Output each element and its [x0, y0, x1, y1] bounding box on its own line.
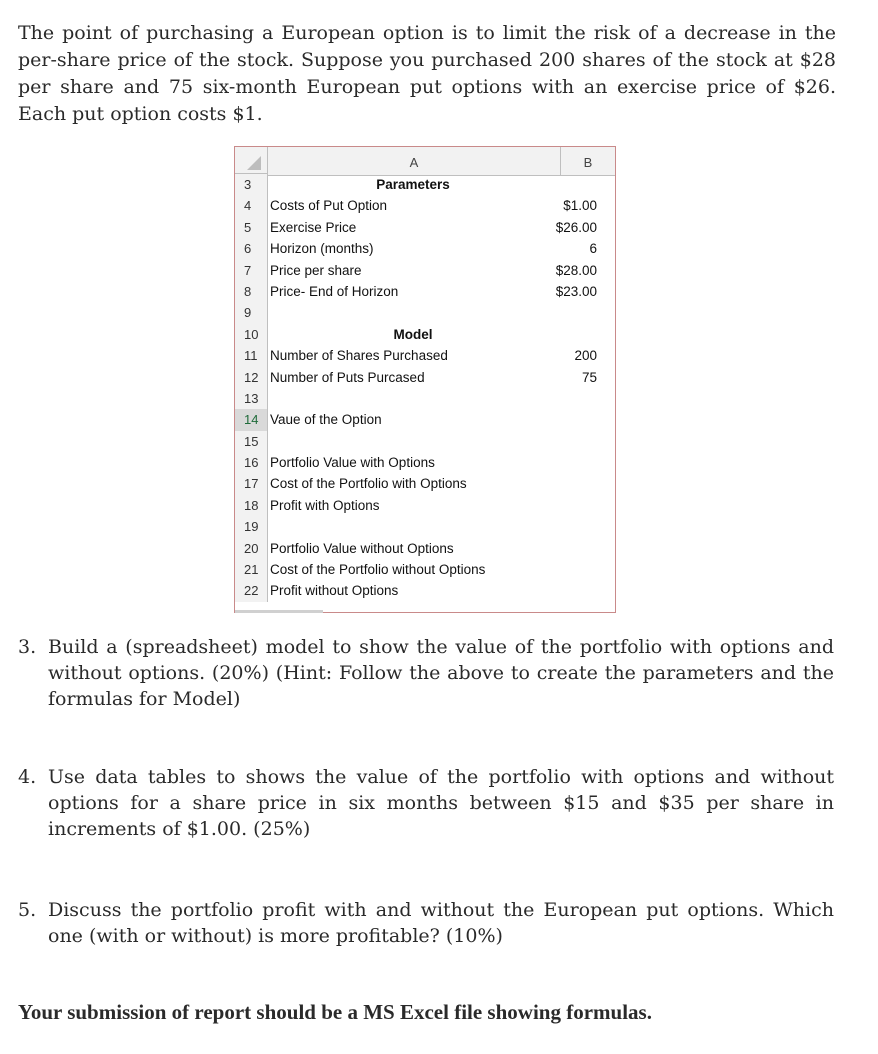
- sheet-row: [268, 452, 615, 473]
- value-cell: 75: [581, 369, 597, 385]
- row-number: 21: [244, 562, 259, 578]
- row-number: 14: [235, 409, 267, 430]
- question-3: [18, 634, 834, 712]
- row-number: 3: [244, 177, 252, 192]
- label-cell: Cost of the Portfolio with Options: [270, 476, 467, 492]
- label-cell: Portfolio Value with Options: [270, 455, 435, 471]
- question-number: 3.: [18, 636, 37, 658]
- label-cell: Price- End of Horizon: [270, 283, 399, 299]
- row-number: 4: [244, 198, 252, 214]
- value-cell: 6: [589, 241, 597, 257]
- row-number: 12: [244, 369, 259, 385]
- row-number: 18: [244, 497, 259, 513]
- row-number: 15: [244, 433, 259, 449]
- intro-paragraph: The point of purchasing a European option is to limit the risk of a decrease in the per-share price of the stock. Suppose you purchased 200 shares of the stock at $28 per share and 75 six-month European put options with an exercise price of $26. Each put option costs $1.: [18, 22, 836, 125]
- row-number: 16: [244, 455, 259, 471]
- label-cell: Number of Shares Purchased: [270, 348, 448, 364]
- row-number-column: [235, 174, 268, 602]
- row-number: 9: [244, 305, 252, 321]
- sheet-row: [268, 516, 615, 537]
- row-number: 6: [244, 241, 252, 257]
- sheet-row: [268, 388, 615, 409]
- question-number: 4.: [18, 766, 37, 788]
- question-text: Discuss the portfolio profit with and without the European put options. Which one (with or without) is more profitable? (10%): [48, 899, 834, 947]
- row-number: 20: [244, 540, 259, 556]
- label-cell: Costs of Put Option: [270, 198, 388, 214]
- sheet-row: [268, 495, 615, 516]
- sheet-row: [268, 174, 615, 195]
- section-header-cell: Parameters: [376, 177, 450, 192]
- question-text: Build a (spreadsheet) model to show the value of the portfolio with options and without options. (20%) (Hint: Follow the above to create the parameters and the formulas for Model): [48, 636, 834, 710]
- label-cell: Exercise Price: [270, 219, 357, 235]
- row-number: 8: [244, 283, 252, 299]
- sheet-row: [268, 473, 615, 494]
- row-number: 19: [244, 519, 259, 535]
- submission-note: Your submission of report should be a MS Excel file showing formulas.: [18, 1000, 652, 1024]
- label-cell: Portfolio Value without Options: [270, 540, 454, 556]
- label-cell: Profit without Options: [270, 583, 399, 599]
- value-cell: $28.00: [555, 262, 597, 278]
- sheet-bottom-edge: [235, 610, 323, 613]
- question-5: [18, 897, 834, 949]
- sheet-row: [268, 302, 615, 323]
- sheet-row: [268, 260, 615, 281]
- section-header-cell: Model: [393, 326, 433, 342]
- sheet-row: [268, 345, 615, 366]
- sheet-row: [268, 538, 615, 559]
- value-cell: $26.00: [555, 219, 597, 235]
- label-cell: Cost of the Portfolio without Options: [270, 562, 486, 578]
- row-number: 17: [244, 476, 259, 492]
- label-cell: Number of Puts Purcased: [270, 369, 425, 385]
- sheet-row: [268, 367, 615, 388]
- question-4: [18, 764, 834, 842]
- column-header-b: B: [561, 147, 615, 176]
- row-number: 22: [244, 583, 259, 599]
- sheet-row: [268, 217, 615, 238]
- spreadsheet-image: [234, 146, 616, 613]
- sheet-row: [268, 559, 615, 580]
- question-text: Use data tables to shows the value of the portfolio with options and without options for a share price in six months between $15 and $35 per share in increments of $1.00. (25%): [48, 766, 834, 840]
- row-number: 13: [244, 390, 259, 406]
- value-cell: $23.00: [555, 283, 597, 299]
- select-all-corner: [235, 147, 268, 174]
- row-number: 10: [244, 326, 259, 342]
- sheet-row: [268, 281, 615, 302]
- label-cell: Vaue of the Option: [270, 412, 382, 428]
- value-cell: 200: [574, 348, 597, 364]
- label-cell: Profit with Options: [270, 497, 380, 513]
- label-cell: Price per share: [270, 262, 362, 278]
- sheet-row: [268, 324, 615, 345]
- row-number: 11: [244, 348, 258, 364]
- sheet-row: [268, 431, 615, 452]
- label-cell: Horizon (months): [270, 241, 374, 257]
- sheet-row: [268, 195, 615, 216]
- column-header-a: A: [268, 147, 561, 176]
- row-number: 7: [244, 262, 252, 278]
- sheet-rows: [268, 174, 615, 602]
- row-number: 5: [244, 219, 252, 235]
- sheet-row: [268, 580, 615, 601]
- sheet-row: [268, 409, 615, 430]
- value-cell: $1.00: [563, 198, 597, 214]
- question-number: 5.: [18, 899, 37, 921]
- sheet-row: [268, 238, 615, 259]
